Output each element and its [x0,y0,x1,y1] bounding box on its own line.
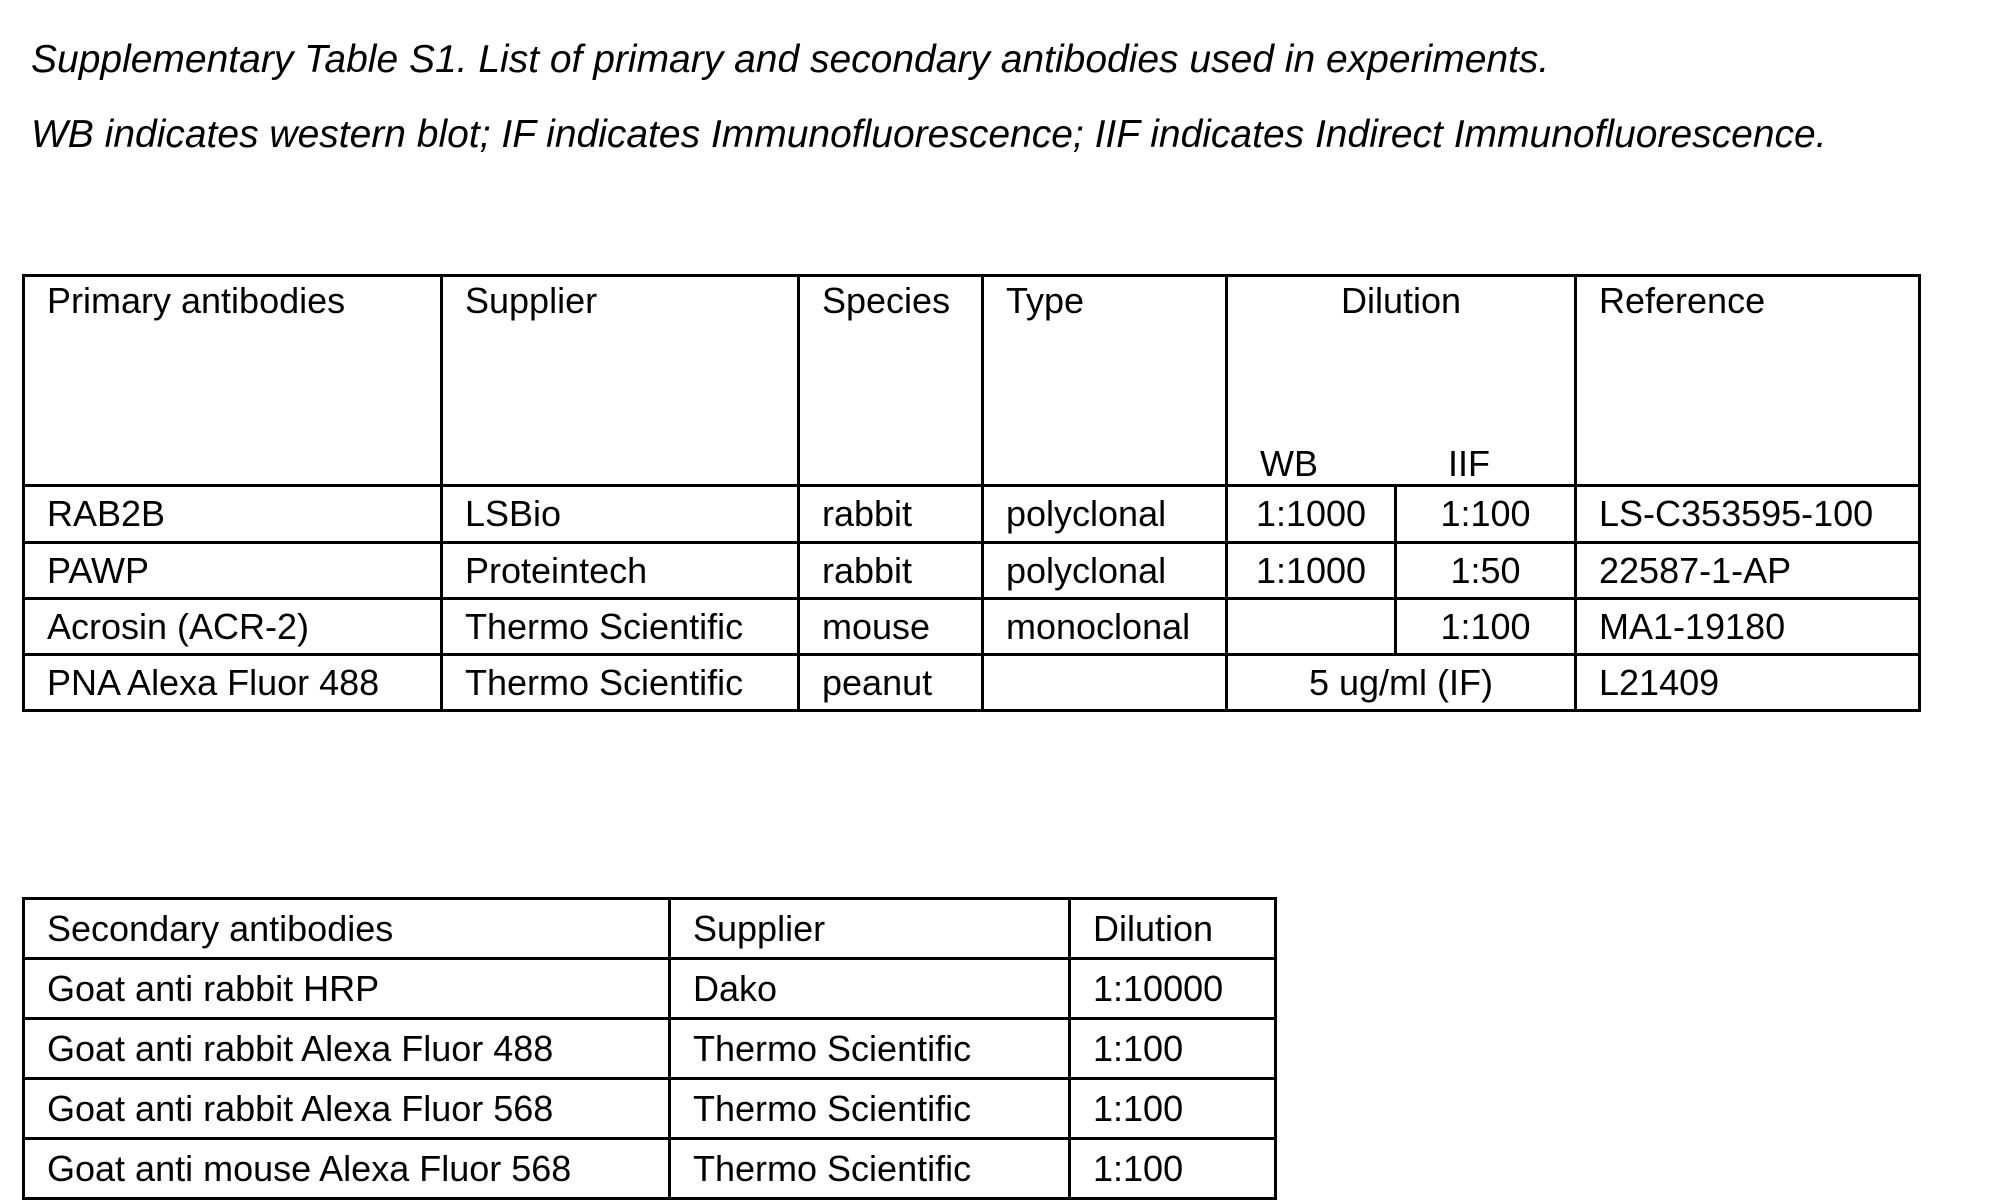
secondary-cell-supplier: Thermo Scientific [670,1139,1070,1199]
secondary-cell-dilution: 1:100 [1070,1139,1276,1199]
secondary-cell-dilution: 1:10000 [1070,959,1276,1019]
primary-cell-wb: 1:1000 [1227,543,1396,599]
secondary-cell-supplier: Dako [670,959,1070,1019]
primary-cell-supplier: Thermo Scientific [442,599,799,655]
primary-header-dilution: Dilution [1227,276,1576,440]
secondary-cell-antibody: Goat anti rabbit Alexa Fluor 488 [24,1019,670,1079]
primary-antibodies-table [22,274,1921,712]
secondary-cell-dilution: 1:100 [1070,1079,1276,1139]
primary-header-species: Species [799,276,983,486]
primary-cell-type: monoclonal [983,599,1227,655]
primary-cell-reference: LS-C353595-100 [1576,486,1920,543]
primary-cell-species: rabbit [799,543,983,599]
secondary-antibodies-table [22,897,1277,1200]
table-row [24,1139,1276,1199]
primary-cell-antibody: PNA Alexa Fluor 488 [24,655,442,711]
table-row [24,655,1920,711]
primary-cell-reference: 22587-1-AP [1576,543,1920,599]
secondary-cell-supplier: Thermo Scientific [670,1019,1070,1079]
primary-header-type: Type [983,276,1227,486]
table-row [24,1019,1276,1079]
primary-cell-iif: 1:100 [1396,599,1576,655]
primary-cell-species: rabbit [799,486,983,543]
primary-cell-wb: 1:1000 [1227,486,1396,543]
secondary-cell-supplier: Thermo Scientific [670,1079,1070,1139]
primary-cell-iif: 1:50 [1396,543,1576,599]
primary-cell-type: polyclonal [983,486,1227,543]
table-row [24,599,1920,655]
primary-cell-iif: 1:100 [1396,486,1576,543]
primary-cell-dilution: 5 ug/ml (IF) [1227,655,1576,711]
secondary-cell-antibody: Goat anti mouse Alexa Fluor 568 [24,1139,670,1199]
secondary-cell-dilution: 1:100 [1070,1019,1276,1079]
primary-cell-species: peanut [799,655,983,711]
primary-cell-supplier: Proteintech [442,543,799,599]
primary-header-row [24,276,1920,440]
table-caption-abbreviations: WB indicates western blot; IF indicates Immunofluorescence; IIF indicates Indirect Immunofluorescence. [31,113,1827,156]
primary-cell-antibody: RAB2B [24,486,442,543]
table-caption-title: Supplementary Table S1. List of primary and secondary antibodies used in experiments. [31,38,1550,81]
primary-cell-type: polyclonal [983,543,1227,599]
primary-cell-reference: L21409 [1576,655,1920,711]
secondary-header-supplier: Supplier [670,899,1070,959]
primary-cell-antibody: Acrosin (ACR-2) [24,599,442,655]
secondary-header-antibody: Secondary antibodies [24,899,670,959]
secondary-header-dilution: Dilution [1070,899,1276,959]
secondary-cell-antibody: Goat anti rabbit Alexa Fluor 568 [24,1079,670,1139]
primary-header-reference: Reference [1576,276,1920,486]
primary-cell-supplier: Thermo Scientific [442,655,799,711]
secondary-header-row [24,899,1276,959]
primary-subheader-dilution [1227,440,1576,486]
primary-cell-species: mouse [799,599,983,655]
table-row [24,543,1920,599]
primary-header-antibody: Primary antibodies [24,276,442,486]
primary-cell-wb [1227,599,1396,655]
table-row [24,486,1920,543]
primary-header-supplier: Supplier [442,276,799,486]
primary-cell-antibody: PAWP [24,543,442,599]
table-row [24,1079,1276,1139]
primary-cell-supplier: LSBio [442,486,799,543]
table-row [24,959,1276,1019]
primary-cell-reference: MA1-19180 [1576,599,1920,655]
primary-header-iif: IIF [1448,443,1490,484]
primary-header-wb: WB [1260,443,1318,484]
secondary-cell-antibody: Goat anti rabbit HRP [24,959,670,1019]
primary-cell-type [983,655,1227,711]
